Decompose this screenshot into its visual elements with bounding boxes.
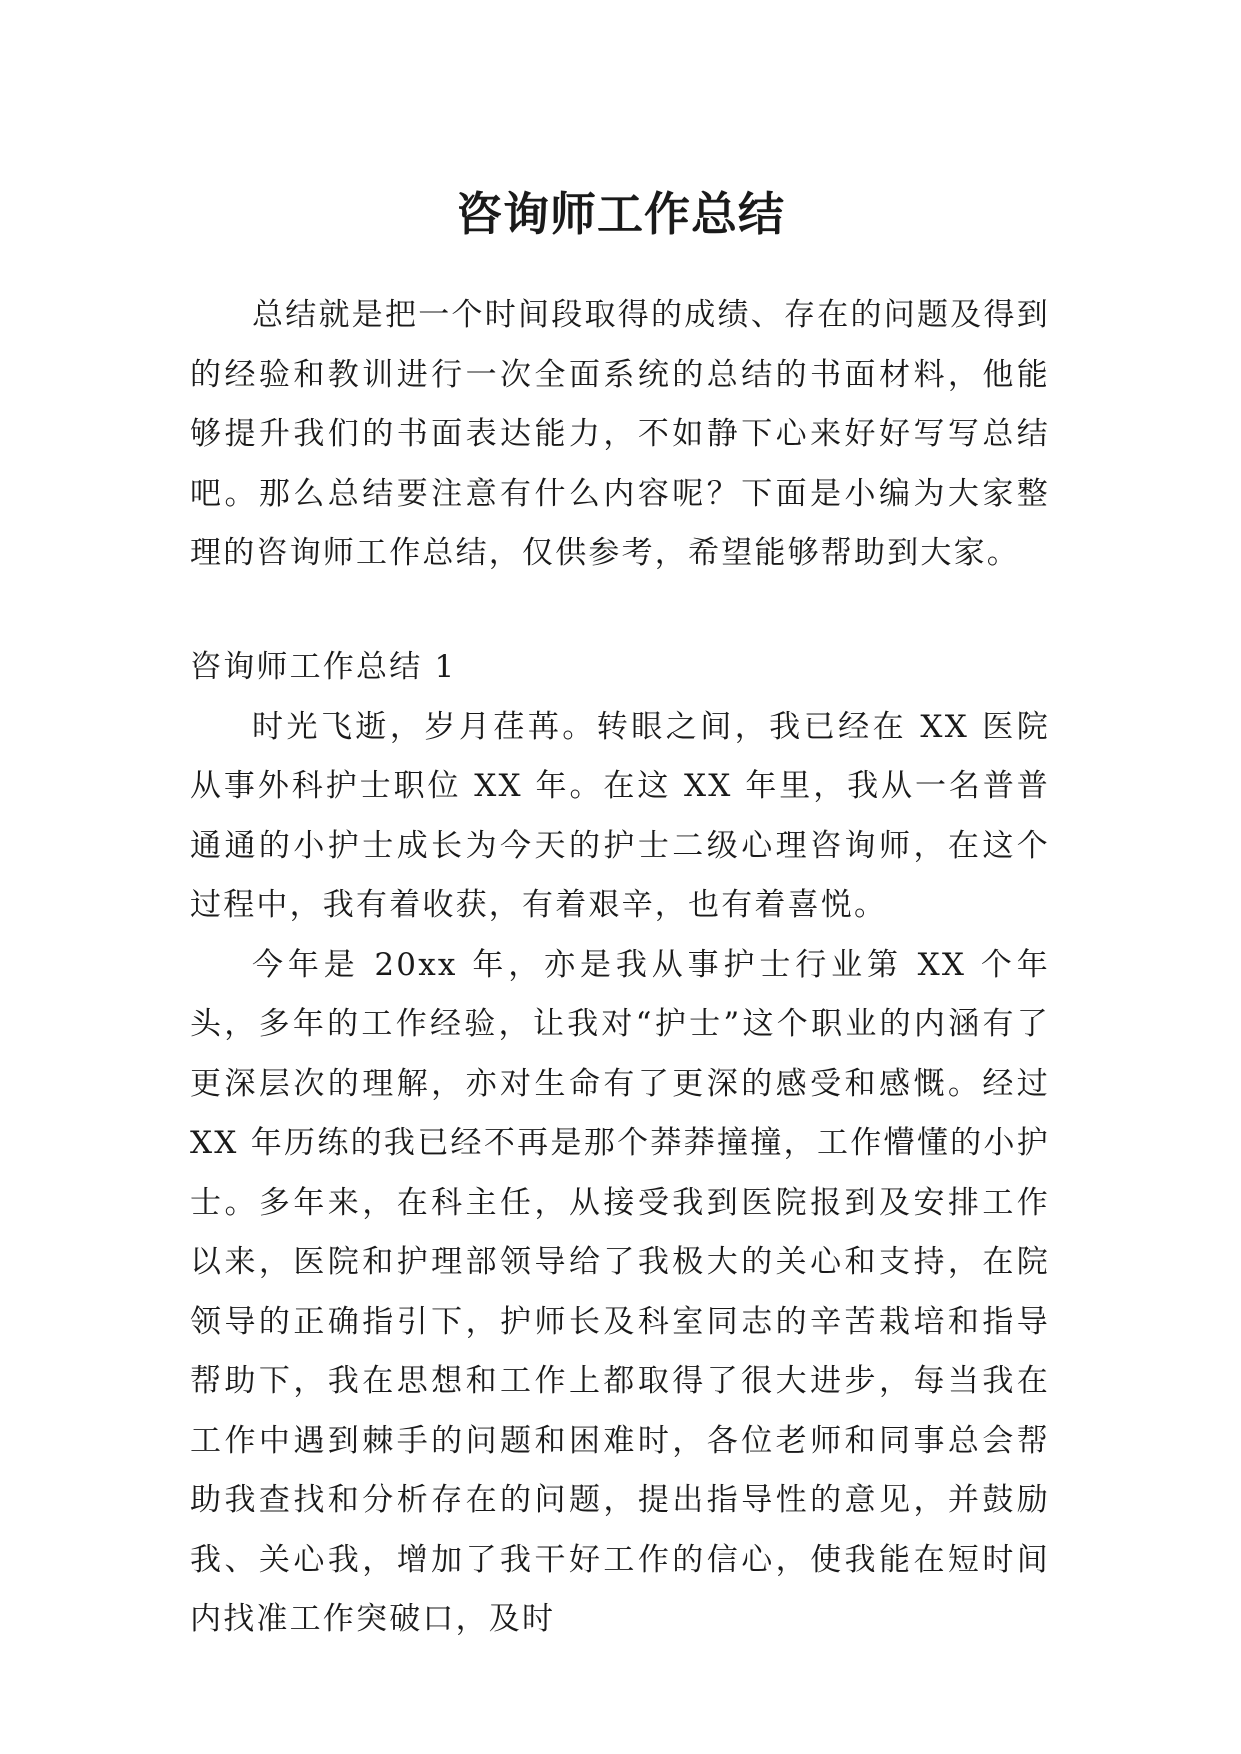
section-1 bbox=[190, 638, 1050, 1650]
section-paragraph-2: 今年是 20xx 年，亦是我从事护士行业第 XX 个年头，多年的工作经验，让我对“护士”这个职业的内涵有了更深层次的理解，亦对生命有了更深的感受和感慨。经过 XX 年历练的我已经不再是那个莽莽撞撞，工作懵懂的小护士。多年来，在科主任，从接受我到医院报到及安排工作以来，医院和护理部领导给了我极大的关心和支持，在院领导的正确指引下，护师长及科室同志的辛苦栽培和指导帮助下，我在思想和工作上都取得了很大进步，每当我在工作中遇到棘手的问题和困难时，各位老师和同事总会帮助我查找和分析存在的问题，提出指导性的意见，并鼓励我、关心我，增加了我干好工作的信心，使我能在短时间内找准工作突破口，及时 bbox=[190, 946, 1050, 1637]
section-paragraph-1: 时光飞逝，岁月荏苒。转眼之间，我已经在 XX 医院从事外科护士职位 XX 年。在这 XX 年里，我从一名普普通通的小护士成长为今天的护士二级心理咨询师，在这个过程中，我有着收获，有着艰辛，也有着喜悦。 bbox=[190, 708, 1050, 923]
intro-block bbox=[190, 286, 1050, 584]
section-heading: 咨询师工作总结 1 bbox=[190, 649, 457, 685]
intro-paragraph: 总结就是把一个时间段取得的成绩、存在的问题及得到的经验和教训进行一次全面系统的总结的书面材料，他能够提升我们的书面表达能力，不如静下心来好好写写总结吧。那么总结要注意有什么内容呢？下面是小编为大家整理的咨询师工作总结，仅供参考，希望能够帮助到大家。 bbox=[190, 297, 1050, 571]
document-title: 咨询师工作总结 bbox=[456, 186, 785, 241]
